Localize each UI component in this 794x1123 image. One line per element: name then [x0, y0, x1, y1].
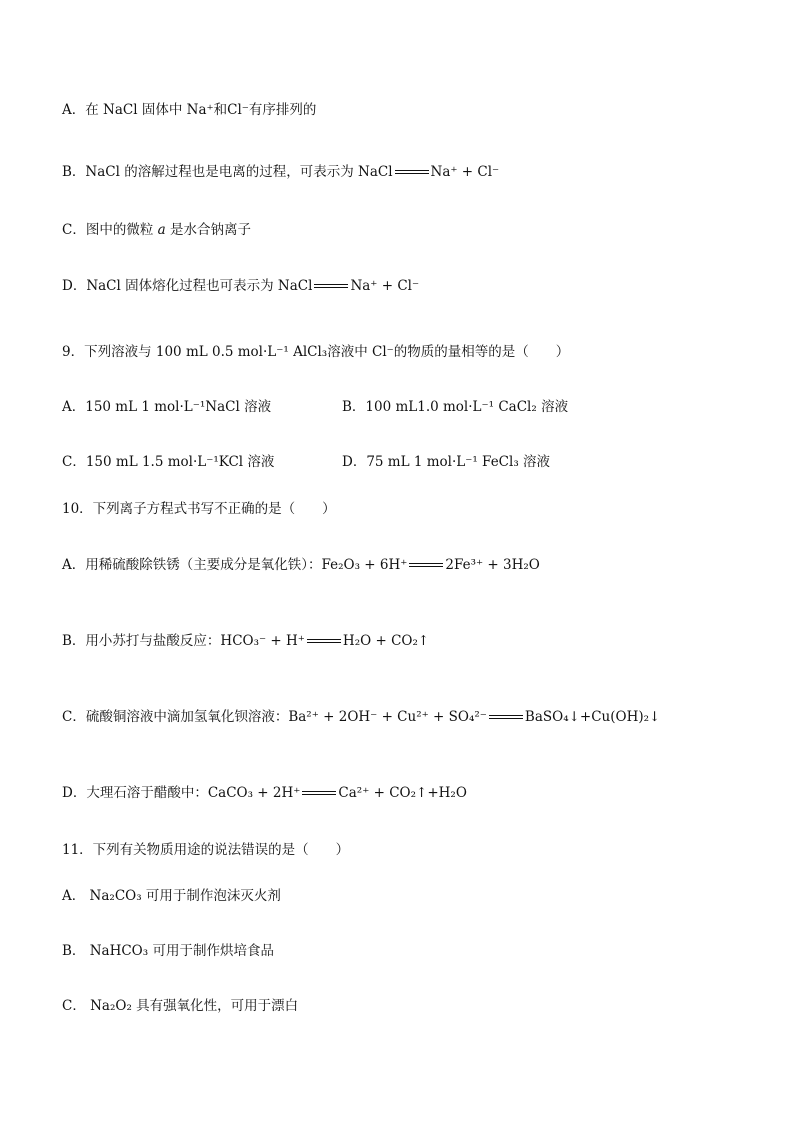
q8-option-b-text: B．NaCl 的溶解过程也是电离的过程，可表示为 NaCl	[62, 164, 393, 180]
q8-option-d	[62, 276, 419, 296]
q10-option-a-rhs: 2Fe³⁺ + 3H₂O	[445, 557, 540, 573]
q9-stem: 9．下列溶液与 100 mL 0.5 mol·L⁻¹ AlCl₃溶液中 Cl⁻的物质的量相等的是（ ）	[62, 344, 570, 360]
q9-option-c: C．150 mL 1.5 mol·L⁻¹KCl 溶液	[62, 454, 275, 470]
q9-option-d: D．75 mL 1 mol·L⁻¹ FeCl₃ 溶液	[342, 454, 551, 470]
q11-option-c: C． Na₂O₂ 具有强氧化性，可用于漂白	[62, 998, 299, 1014]
q11-option-a: A． Na₂CO₃ 可用于制作泡沫灭火剂	[62, 888, 281, 904]
q8-option-c-post: 是水合钠离子	[165, 222, 251, 238]
q10-option-c-rhs: BaSO₄↓+Cu(OH)₂↓	[524, 709, 661, 725]
q10-option-c	[62, 707, 660, 727]
q8-option-c-var: a	[157, 222, 166, 238]
q10-stem: 10．下列离子方程式书写不正确的是（ ）	[62, 501, 336, 517]
q10-option-d-rhs: Ca²⁺ + CO₂↑+H₂O	[338, 785, 467, 801]
q9-option-a: A．150 mL 1 mol·L⁻¹NaCl 溶液	[62, 399, 272, 415]
q8-option-a: A．在 NaCl 固体中 Na⁺和Cl⁻有序排列的	[62, 102, 317, 118]
q8-option-d-text: D．NaCl 固体熔化过程也可表示为 NaCl	[62, 278, 313, 294]
q11-option-b: B． NaHCO₃ 可用于制作烘培食品	[62, 943, 274, 959]
equals-sign-icon	[395, 169, 429, 177]
equals-sign-icon	[409, 562, 443, 570]
equals-sign-icon	[307, 638, 341, 646]
q8-option-b-rhs: Na⁺ + Cl⁻	[430, 164, 500, 180]
q9-options-row-2	[62, 452, 662, 472]
q8-option-c	[62, 220, 251, 240]
equals-sign-icon	[314, 283, 348, 291]
equals-sign-icon	[302, 790, 336, 798]
q10-option-d-lhs: D．大理石溶于醋酸中：CaCO₃ + 2H⁺	[62, 785, 301, 801]
q8-option-c-pre: C．图中的微粒	[62, 222, 158, 238]
q10-option-a-lhs: A．用稀硫酸除铁锈（主要成分是氧化铁）：Fe₂O₃ + 6H⁺	[62, 557, 408, 573]
q10-option-b-rhs: H₂O + CO₂↑	[342, 633, 430, 649]
q11-stem: 11．下列有关物质用途的说法错误的是（ ）	[62, 842, 350, 858]
q10-option-d	[62, 783, 467, 803]
q9-options-row-1	[62, 397, 662, 417]
q8-option-b	[62, 162, 499, 182]
q10-option-a	[62, 555, 540, 575]
q10-option-b-lhs: B．用小苏打与盐酸反应：HCO₃⁻ + H⁺	[62, 633, 305, 649]
q10-option-b	[62, 631, 429, 651]
q8-option-d-rhs: Na⁺ + Cl⁻	[350, 278, 420, 294]
q9-option-b: B．100 mL1.0 mol·L⁻¹ CaCl₂ 溶液	[342, 399, 569, 415]
equals-sign-icon	[489, 714, 523, 722]
q10-option-c-lhs: C．硫酸铜溶液中滴加氢氧化钡溶液：Ba²⁺ + 2OH⁻ + Cu²⁺ + SO₄²⁻	[62, 709, 487, 725]
